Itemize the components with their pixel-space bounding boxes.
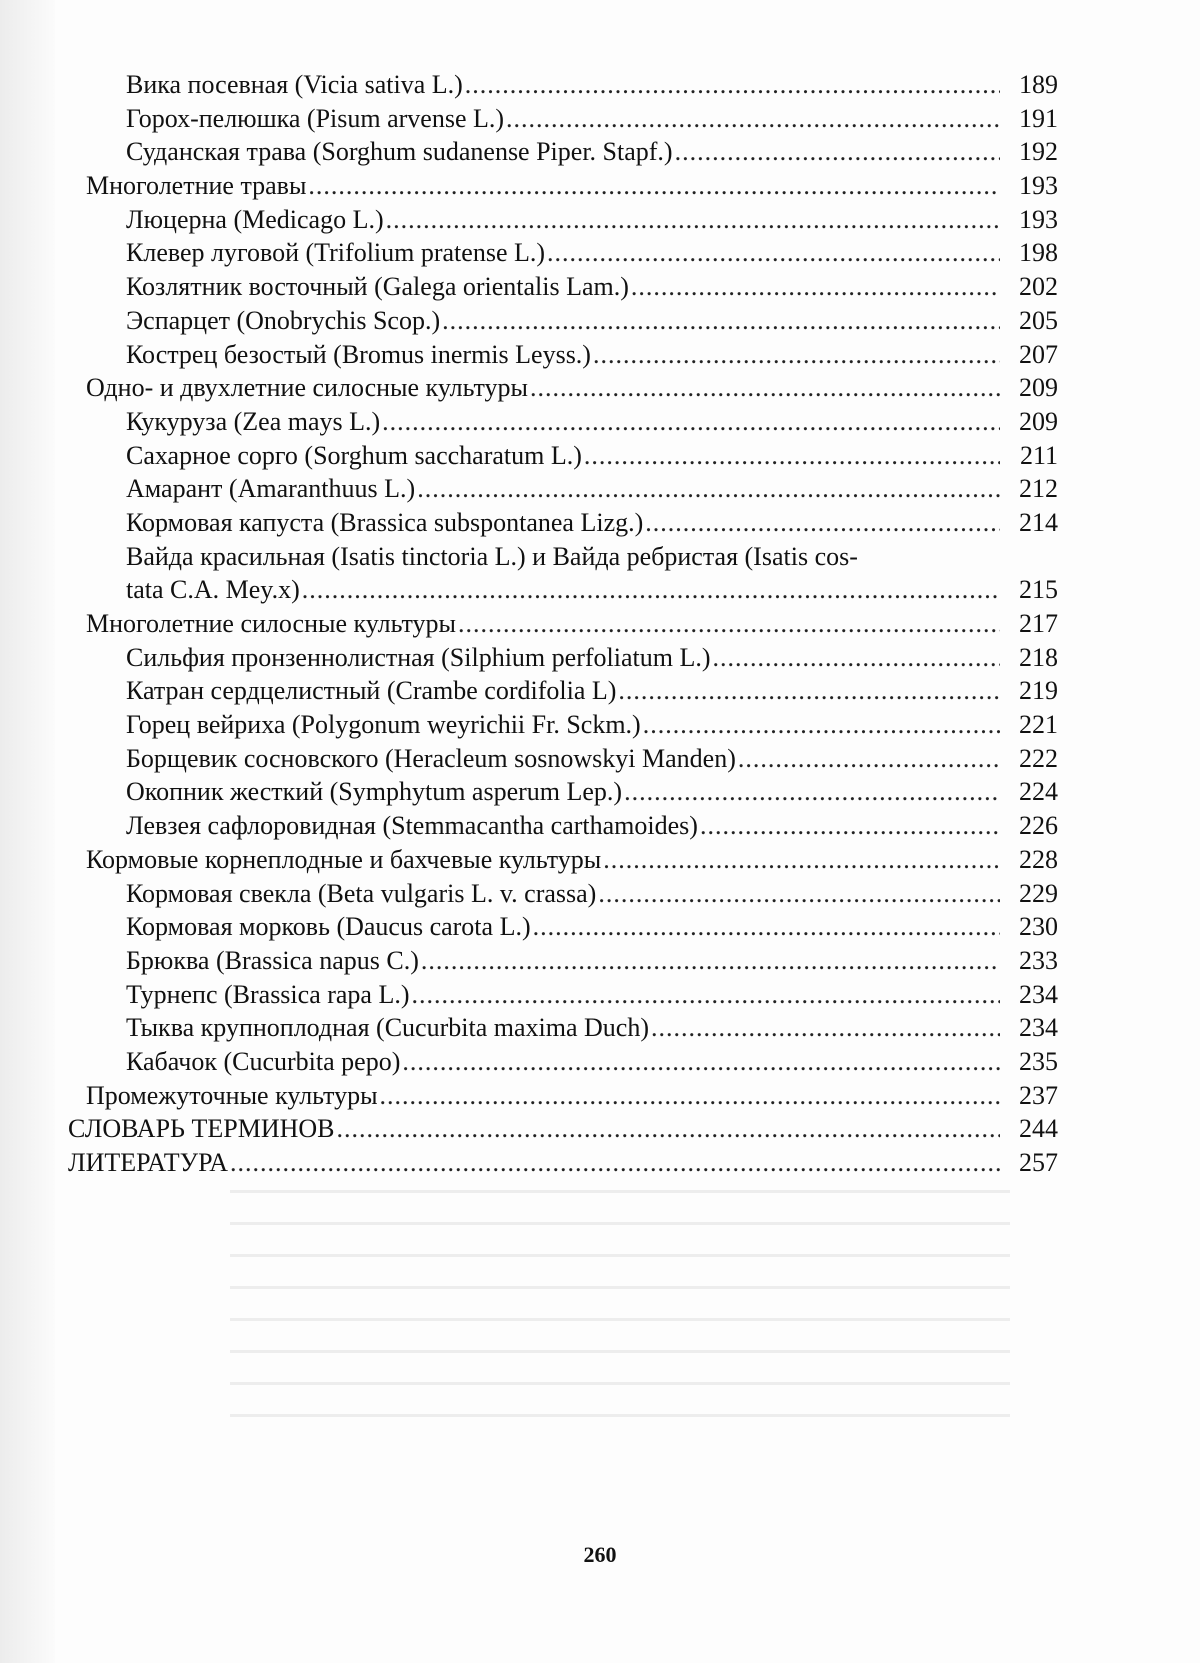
toc-entry <box>68 641 1058 675</box>
toc-entry-title: Люцерна (Medicago L.) <box>126 204 384 234</box>
toc-dot-leader <box>230 1146 1000 1180</box>
toc-entry <box>68 877 1058 911</box>
toc-dot-leader <box>412 978 1000 1012</box>
toc-entry <box>68 607 1058 641</box>
toc-entry-page: 230 <box>1019 912 1058 942</box>
toc-entry-page: 211 <box>1019 440 1058 470</box>
bleed-through-line <box>230 1254 1010 1257</box>
toc-entry-title: Горох-пелюшка (Pisum arvense L.) <box>126 103 505 133</box>
toc-dot-leader <box>700 809 1000 843</box>
toc-entry-title: Кормовые корнеплодные и бахчевые культуры <box>86 844 602 874</box>
toc-entry <box>68 68 1058 102</box>
toc-dot-leader <box>530 371 1000 405</box>
toc-entry-title: Катран сердцелистный (Crambe cordifolia L) <box>126 676 617 706</box>
toc-entry-title: Брюква (Brassica napus C.) <box>126 945 419 975</box>
toc-dot-leader <box>506 102 1000 136</box>
toc-entry-page: 217 <box>1019 609 1058 638</box>
toc-entry <box>68 843 1058 877</box>
toc-dot-leader <box>643 708 1000 742</box>
toc-entry-page: 207 <box>1019 339 1058 369</box>
toc-dot-leader <box>417 472 1000 506</box>
toc-entry-page: 189 <box>1019 70 1058 99</box>
toc-entry-title: Турнепс (Brassica rapa L.) <box>126 979 410 1009</box>
toc-entry-title: Сахарное сорго (Sorghum saccharatum L.) <box>126 440 582 470</box>
toc-dot-leader <box>533 910 1000 944</box>
toc-entry-page: 212 <box>1019 474 1058 504</box>
toc-entry-page: 192 <box>1019 137 1058 167</box>
toc-entry <box>68 1146 1058 1180</box>
toc-dot-leader <box>302 573 1000 607</box>
toc-entry-title: Суданская трава (Sorghum sudanense Piper. Stapf.) <box>126 137 673 167</box>
toc-entry <box>68 540 1058 574</box>
toc-dot-leader <box>584 439 1000 473</box>
toc-entry <box>68 405 1058 439</box>
toc-entry-page: 219 <box>1019 676 1058 706</box>
toc-entry-page: 202 <box>1019 272 1058 302</box>
toc-entry <box>68 270 1058 304</box>
toc-entry-title: Окопник жесткий (Symphytum asperum Lep.) <box>126 777 623 807</box>
toc-dot-leader <box>603 843 1000 877</box>
toc-entry-page: 233 <box>1019 945 1058 975</box>
toc-dot-leader <box>337 1112 1001 1146</box>
toc-dot-leader <box>382 405 1000 439</box>
toc-entry <box>68 506 1058 540</box>
toc-entry-page: 234 <box>1019 1013 1058 1043</box>
toc-entry-page: 221 <box>1019 710 1058 740</box>
toc-entry-page: 222 <box>1019 743 1058 773</box>
toc-entry-page: 229 <box>1019 878 1058 908</box>
toc-entry <box>68 775 1058 809</box>
toc-dot-leader <box>712 641 1000 675</box>
toc-entry-page: 218 <box>1019 642 1058 672</box>
toc-entry-page: 193 <box>1019 204 1058 234</box>
scan-shadow <box>0 0 55 1663</box>
toc-entry <box>68 944 1058 978</box>
toc-entry-page: 228 <box>1019 844 1058 874</box>
toc-dot-leader <box>380 1079 1000 1113</box>
toc-entry-page: 257 <box>1019 1148 1058 1177</box>
toc-entry-title: Борщевик сосновского (Heracleum sosnowskyi Manden) <box>126 743 736 773</box>
toc-entry-page: 193 <box>1019 171 1058 201</box>
bleed-through-line <box>230 1222 1010 1225</box>
toc-entry <box>68 742 1058 776</box>
toc-dot-leader <box>598 877 1000 911</box>
toc-entry-page: 244 <box>1019 1114 1058 1144</box>
toc-dot-leader <box>458 607 1000 641</box>
toc-entry <box>68 135 1058 169</box>
toc-dot-leader <box>645 506 1000 540</box>
toc-entry <box>68 439 1058 473</box>
toc-entry-title: СЛОВАРЬ ТЕРМИНОВ <box>68 1114 335 1144</box>
toc-entry-title: Тыква крупноплодная (Cucurbita maxima Duch) <box>126 1013 649 1043</box>
toc-entry <box>68 338 1058 372</box>
toc-dot-leader <box>308 169 1000 203</box>
toc-dot-leader <box>402 1045 1000 1079</box>
toc-entry-page: 226 <box>1019 811 1058 841</box>
toc-entry-title: Кормовая морковь (Daucus carota L.) <box>126 912 531 942</box>
bleed-through-line <box>230 1286 1010 1289</box>
toc-dot-leader <box>547 236 1000 270</box>
toc-entry <box>68 978 1058 1012</box>
toc-entry <box>68 203 1058 237</box>
toc-entry <box>68 236 1058 270</box>
toc-entry <box>68 371 1058 405</box>
toc-entry-title: Одно- и двухлетние силосные культуры <box>86 373 528 403</box>
toc-entry-page: 235 <box>1019 1046 1058 1076</box>
toc-dot-leader <box>738 742 1000 776</box>
toc-entry-page: 209 <box>1019 406 1058 436</box>
toc-dot-leader <box>618 674 1000 708</box>
toc-entry-page: 214 <box>1019 507 1058 537</box>
toc-dot-leader <box>651 1011 1000 1045</box>
toc-entry <box>68 573 1058 607</box>
toc-entry <box>68 1045 1058 1079</box>
toc-dot-leader <box>675 135 1000 169</box>
toc-entry <box>68 1112 1058 1146</box>
toc-dot-leader <box>631 270 1000 304</box>
toc-entry-title: Кабачок (Cucurbita pepo) <box>126 1046 401 1076</box>
toc-entry <box>68 1011 1058 1045</box>
table-of-contents <box>68 68 1058 1180</box>
toc-entry-title: Эспарцет (Onobrychis Scop.) <box>126 305 441 335</box>
toc-entry <box>68 910 1058 944</box>
toc-entry <box>68 304 1058 338</box>
toc-entry-title: ЛИТЕРАТУРА <box>68 1148 228 1177</box>
bleed-through-line <box>230 1350 1010 1353</box>
toc-dot-leader <box>421 944 1000 978</box>
toc-dot-leader <box>386 203 1000 237</box>
toc-entry-title: Вайда красильная (Isatis tinctoria L.) и Вайда ребристая (Isatis cos- <box>126 541 858 571</box>
toc-entry-title: Вика посевная (Vicia sativa L.) <box>126 70 463 99</box>
bleed-through-line <box>230 1318 1010 1321</box>
toc-entry-title: Кормовая капуста (Brassica subspontanea Lizg.) <box>126 507 644 537</box>
toc-dot-leader <box>442 304 1000 338</box>
toc-entry-title: Промежуточные культуры <box>86 1080 378 1110</box>
toc-entry-title: Левзея сафлоровидная (Stemmacantha carthamoides) <box>126 811 698 841</box>
toc-entry-page: 209 <box>1019 373 1058 403</box>
toc-entry <box>68 472 1058 506</box>
toc-entry-title: Козлятник восточный (Galega orientalis Lam.) <box>126 272 629 302</box>
toc-entry <box>68 708 1058 742</box>
toc-entry <box>68 102 1058 136</box>
toc-entry-page: 237 <box>1019 1080 1058 1110</box>
toc-dot-leader <box>624 775 1000 809</box>
toc-entry-title: Амарант (Amaranthuus L.) <box>126 474 416 504</box>
bleed-through-line <box>230 1190 1010 1193</box>
toc-entry-title: Сильфия пронзеннолистная (Silphium perfoliatum L.) <box>126 642 711 672</box>
toc-entry-title: Клевер луговой (Trifolium pratense L.) <box>126 238 546 268</box>
page-number: 260 <box>583 1542 617 1567</box>
toc-entry-page: 205 <box>1019 305 1058 335</box>
toc-entry-page: 224 <box>1019 777 1058 807</box>
toc-entry <box>68 169 1058 203</box>
toc-dot-leader <box>593 338 1000 372</box>
toc-entry <box>68 674 1058 708</box>
toc-entry-title: Многолетние силосные культуры <box>86 609 456 638</box>
toc-entry-title: Кормовая свекла (Beta vulgaris L. v. crassa) <box>126 878 597 908</box>
toc-entry-title: Многолетние травы <box>86 171 307 201</box>
toc-entry-title: Горец вейриха (Polygonum weyrichii Fr. Sckm.) <box>126 710 641 740</box>
toc-entry <box>68 1079 1058 1113</box>
toc-dot-leader <box>465 68 1000 102</box>
toc-entry <box>68 809 1058 843</box>
bleed-through-line <box>230 1414 1010 1417</box>
toc-entry-title: Кукуруза (Zea mays L.) <box>126 406 381 436</box>
toc-entry-page: 234 <box>1019 979 1058 1009</box>
toc-entry-page: 198 <box>1019 238 1058 268</box>
toc-entry-page: 215 <box>1019 575 1058 605</box>
bleed-through-line <box>230 1382 1010 1385</box>
toc-entry-title: Кострец безостый (Bromus inermis Leyss.) <box>126 339 591 369</box>
toc-entry-title: tata C.A. Mey.x) <box>126 575 300 605</box>
toc-entry-page: 191 <box>1019 103 1058 133</box>
